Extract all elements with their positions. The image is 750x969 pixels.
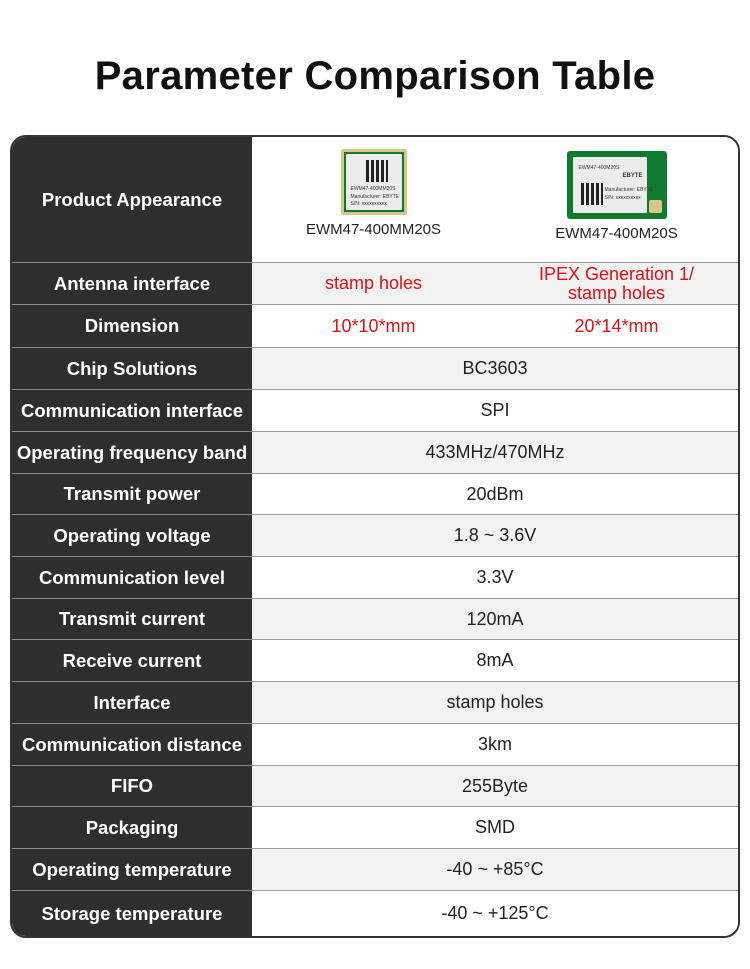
page-title: Parameter Comparison Table — [94, 54, 656, 98]
table-row — [12, 891, 738, 936]
table-row — [12, 390, 738, 432]
qr-code-icon — [366, 160, 388, 182]
module-ewm47-400mm20s-image: EWM47-400MM20S Manufacturer: EBYTE S/N: xxxxxxxxxx — [341, 149, 407, 215]
row-value: 120mA — [252, 599, 738, 640]
row-label: FIFO — [12, 766, 252, 807]
module1-cell — [252, 137, 495, 263]
row-value: 433MHz/470MHz — [252, 432, 738, 474]
row-value: stamp holes — [252, 682, 738, 724]
table-row — [12, 682, 738, 724]
row-value: -40 ~ +125°C — [252, 891, 738, 936]
table-row — [12, 348, 738, 390]
qr-code-icon — [581, 183, 603, 205]
row-label: Product Appearance — [12, 137, 252, 263]
row-value: SMD — [252, 807, 738, 849]
row-value: 1.8 ~ 3.6V — [252, 515, 738, 557]
ipex-connector-icon — [649, 200, 662, 213]
row-value: SPI — [252, 390, 738, 432]
table-row — [12, 474, 738, 515]
table-row — [12, 724, 738, 766]
table-row-appearance — [12, 137, 738, 263]
dimension-value-2: 20*14*mm — [495, 305, 738, 348]
table-row — [12, 640, 738, 682]
table-row — [12, 557, 738, 599]
module2-model: EWM47-400M20S — [555, 225, 678, 242]
row-label: Operating frequency band — [12, 432, 252, 474]
row-label: Communication level — [12, 557, 252, 599]
row-label: Chip Solutions — [12, 348, 252, 390]
row-label: Communication interface — [12, 390, 252, 432]
row-label: Dimension — [12, 305, 252, 348]
row-value: 8mA — [252, 640, 738, 682]
comparison-table — [10, 135, 740, 938]
row-label: Storage temperature — [12, 891, 252, 936]
row-label: Transmit power — [12, 474, 252, 515]
dimension-value-1: 10*10*mm — [252, 305, 495, 348]
row-label: Packaging — [12, 807, 252, 849]
row-value: 20dBm — [252, 474, 738, 515]
table-row — [12, 432, 738, 474]
module-ewm47-400m20s-image: EWM47-400M20S EBYTE Manufacturer: EBYTE S/N: xxxxxxxxxx — [567, 151, 667, 219]
table-row — [12, 515, 738, 557]
ebyte-logo: EBYTE — [622, 173, 643, 179]
row-label: Antenna interface — [12, 263, 252, 305]
row-label: Communication distance — [12, 724, 252, 766]
module1-model: EWM47-400MM20S — [305, 221, 442, 238]
row-value: 255Byte — [252, 766, 738, 807]
table-row — [12, 807, 738, 849]
row-value: -40 ~ +85°C — [252, 849, 738, 891]
row-value: 3km — [252, 724, 738, 766]
row-label: Interface — [12, 682, 252, 724]
module2-cell — [495, 137, 738, 263]
table-row-antenna — [12, 263, 738, 305]
row-value: BC3603 — [252, 348, 738, 390]
table-row-dimension — [12, 305, 738, 348]
row-label: Operating temperature — [12, 849, 252, 891]
row-value: 3.3V — [252, 557, 738, 599]
antenna-value-1: stamp holes — [252, 263, 495, 305]
table-row — [12, 766, 738, 807]
row-label: Receive current — [12, 640, 252, 682]
row-label: Transmit current — [12, 599, 252, 640]
table-row — [12, 599, 738, 640]
row-label: Operating voltage — [12, 515, 252, 557]
antenna-value-2: IPEX Generation 1/ stamp holes — [495, 263, 738, 305]
table-row — [12, 849, 738, 891]
